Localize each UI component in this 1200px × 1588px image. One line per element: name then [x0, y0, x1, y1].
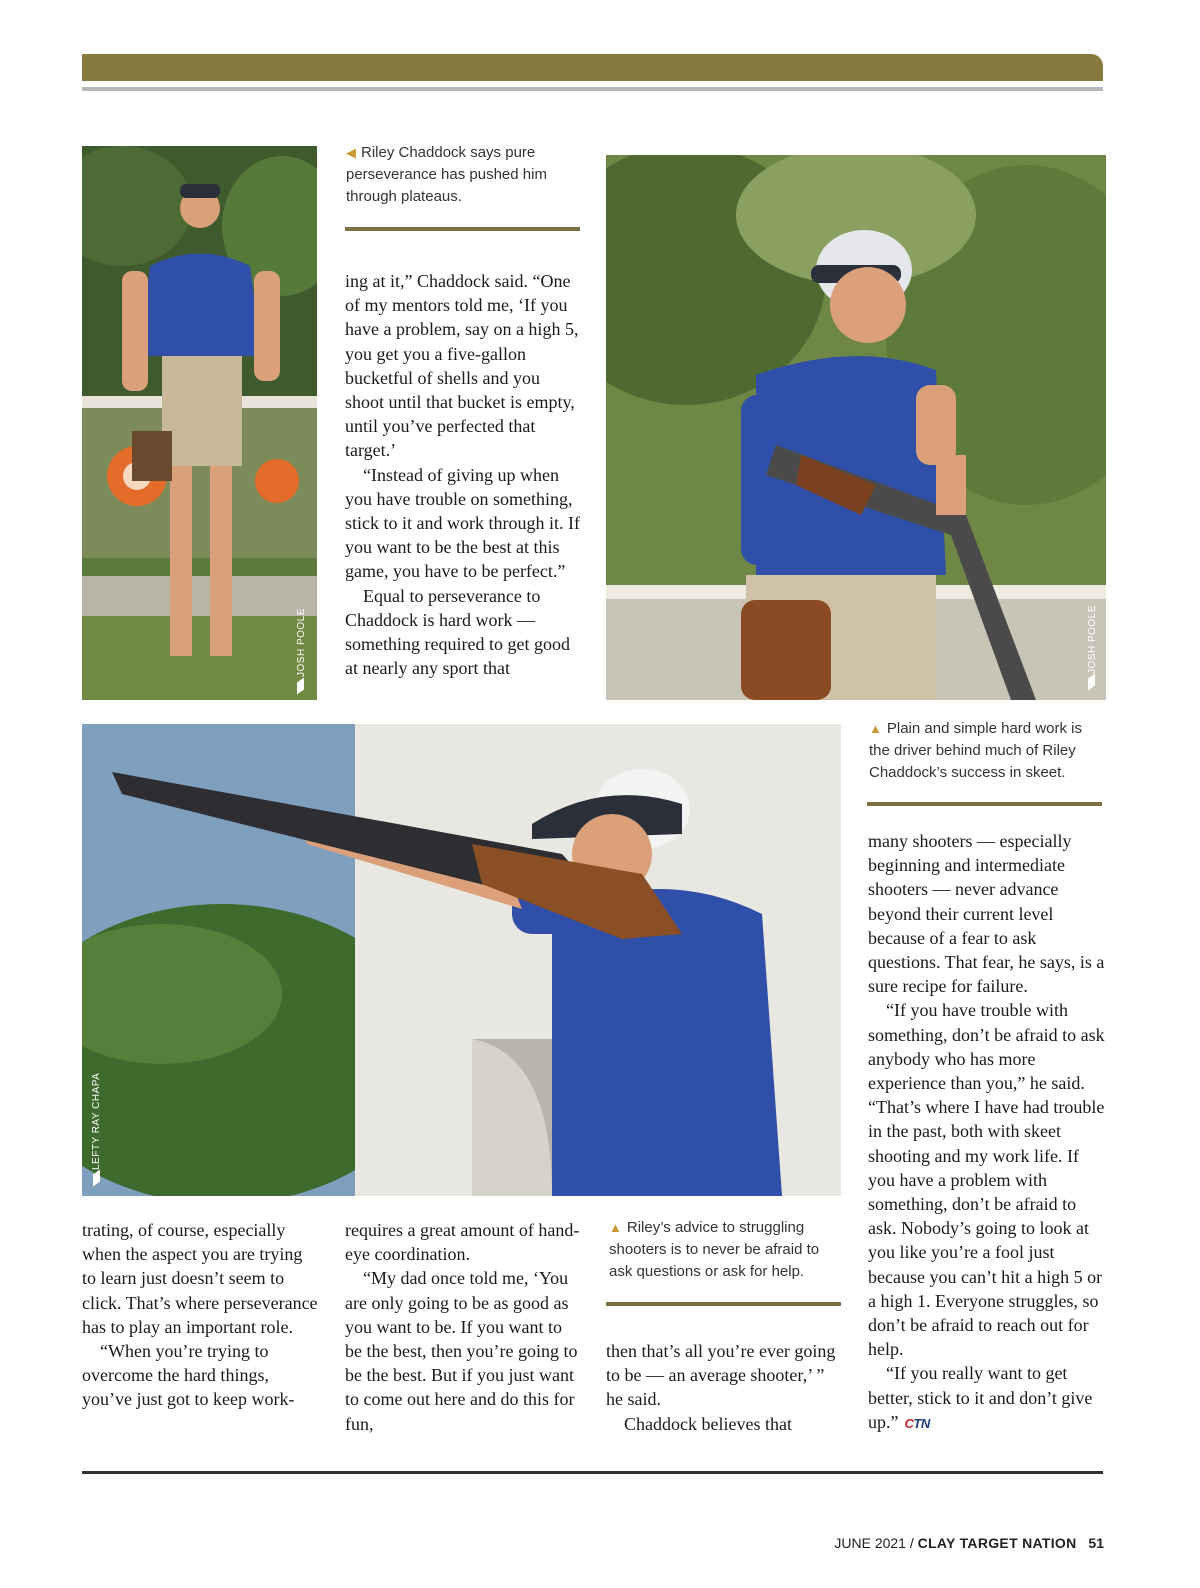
photo-credit-1: JOSH POOLE	[296, 608, 307, 677]
caption-1: ◀ Riley Chaddock says pure perseverance has pushed him through plateaus.	[346, 144, 547, 205]
paragraph: requires a great amount of hand-eye coordination.	[345, 1220, 580, 1265]
page-footer	[834, 1535, 1104, 1551]
caption-3: ▲ Riley’s advice to struggling shooters is to never be afraid to ask questions or ask for help.	[609, 1219, 820, 1280]
header-rule	[82, 87, 1103, 91]
column-right	[868, 829, 1106, 1436]
paragraph: “If you have trouble with something, don’t be afraid to ask anybody who has more experience than you,” he said. “That’s where I have had trouble in the past, both with skeet shooting and my work life. If you have a problem with something, don’t be afraid to ask. Nobody’s going to look at you like you’re a fool just because you can’t hit a high 5 or a high 1. Everyone struggles, so don’t be afraid to reach out for help.	[868, 1000, 1105, 1360]
paragraph: then that’s all you’re ever going to be — an average shooter,’ ” he said.	[606, 1341, 836, 1410]
paragraph: “When you’re trying to overcome the hard things, you’ve just got to keep work-	[82, 1341, 295, 1410]
page-number: 51	[1088, 1535, 1104, 1551]
photo-credit-3: LEFTY RAY CHAPA	[91, 1072, 102, 1170]
paragraph: ing at it,” Chaddock said. “One of my mentors told me, ‘If you have a problem, say on a high 5, you get you a five-gallon bucketful of shells and you shoot until that bucket is empty, until you’ve perfected that target.’	[345, 271, 579, 461]
ctn-end-mark-icon: CTN	[904, 1415, 930, 1431]
paragraph: many shooters — especially beginning and intermediate shooters — never advance beyond their current level because of a fear to ask questions. That fear, he says, is a sure recipe for failure.	[868, 831, 1105, 997]
caption-rule-1	[345, 227, 580, 231]
caption-rule-2	[867, 802, 1102, 806]
footer-magazine: CLAY TARGET NATION	[917, 1535, 1077, 1551]
caption-2: ▲ Plain and simple hard work is the driver behind much of Riley Chaddock’s success in skeet.	[869, 720, 1082, 781]
photo-aiming-shotgun	[82, 724, 841, 1196]
photo-walking-shooter	[82, 146, 317, 700]
column-bottom-third	[606, 1339, 844, 1436]
paragraph: Chaddock believes that	[624, 1413, 792, 1434]
caption-rule-3	[606, 1302, 841, 1306]
caption-up-arrow-icon: ▲	[609, 1220, 622, 1235]
footer-date: JUNE 2021 /	[834, 1535, 914, 1551]
footer-rule	[82, 1471, 1103, 1474]
column-top-middle	[345, 269, 581, 680]
photo-credit-2: JOSH POOLE	[1087, 605, 1098, 674]
column-bottom-middle	[345, 1218, 583, 1436]
caption-up-arrow-icon: ▲	[869, 721, 882, 736]
header-accent-bar	[82, 54, 1103, 81]
paragraph: “Instead of giving up when you have trouble on something, stick to it and work through it. If you want to be the best at this game, you have to be perfect.”	[345, 464, 580, 582]
column-bottom-left	[82, 1218, 320, 1412]
paragraph: “If you really want to get better, stick to it and don’t give up.” CTN	[868, 1363, 1093, 1432]
paragraph: Equal to perseverance to Chaddock is hard work — something required to get good at nearly any sport that	[345, 585, 570, 679]
paragraph: trating, of course, especially when the aspect you are trying to learn just doesn’t seem to click. That’s where perseverance has to play an important role.	[82, 1220, 318, 1337]
photo-loading-shotgun	[606, 155, 1106, 700]
caption-left-arrow-icon: ◀	[346, 145, 356, 160]
paragraph: “My dad once told me, ‘You are only going to be as good as you want to be. If you want to be the best, then you’re going to be the best. But if you just want to come out here and do this for fun,	[345, 1268, 578, 1434]
